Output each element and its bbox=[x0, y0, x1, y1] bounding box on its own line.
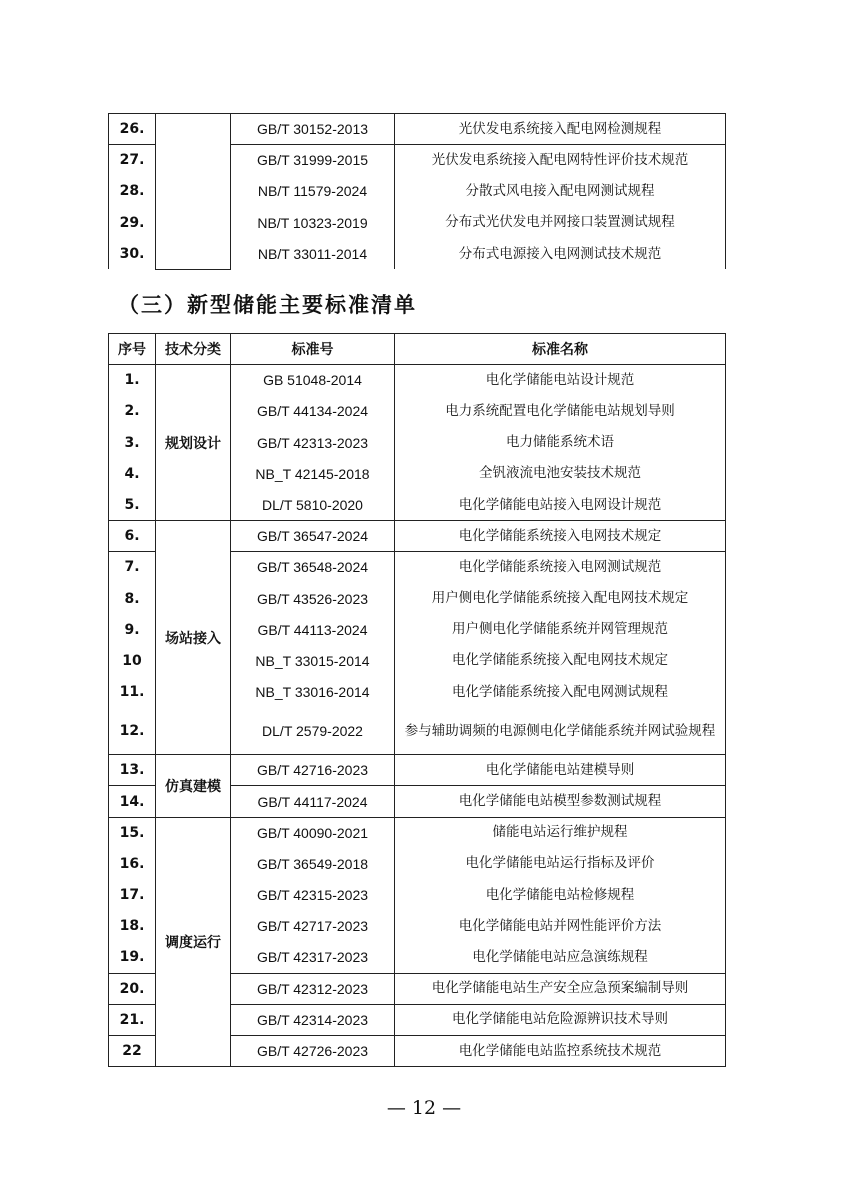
category-cell: 场站接入 bbox=[156, 521, 231, 755]
standard-code: NB_T 33016-2014 bbox=[231, 677, 395, 708]
top-standards-table bbox=[108, 113, 726, 270]
row-number: 11. bbox=[109, 677, 156, 708]
standard-name: 电化学储能电站模型参数测试规程 bbox=[395, 786, 726, 817]
standard-code: NB/T 10323-2019 bbox=[231, 207, 395, 238]
standard-name: 电化学储能系统接入配电网测试规程 bbox=[395, 677, 726, 708]
row-number: 19. bbox=[109, 942, 156, 973]
row-number: 26. bbox=[109, 114, 156, 145]
category-cell: 规划设计 bbox=[156, 365, 231, 521]
standard-code: GB/T 36549-2018 bbox=[231, 848, 395, 879]
category-cell: 调度运行 bbox=[156, 817, 231, 1067]
standard-code: GB 51048-2014 bbox=[231, 365, 395, 396]
standard-code: GB/T 44113-2024 bbox=[231, 614, 395, 645]
table-row bbox=[109, 114, 726, 145]
standard-name: 电化学储能电站建模导则 bbox=[395, 755, 726, 786]
table-header-row bbox=[109, 334, 726, 365]
standard-name: 分布式光伏发电并网接口装置测试规程 bbox=[395, 207, 726, 238]
header-number: 序号 bbox=[109, 334, 156, 365]
standard-name: 光伏发电系统接入配电网检测规程 bbox=[395, 114, 726, 145]
standard-code: GB/T 36547-2024 bbox=[231, 521, 395, 552]
row-number: 20. bbox=[109, 973, 156, 1004]
standard-code: GB/T 40090-2021 bbox=[231, 817, 395, 848]
table-row bbox=[109, 365, 726, 396]
row-number: 1. bbox=[109, 365, 156, 396]
standard-code: NB_T 33015-2014 bbox=[231, 645, 395, 676]
table-row bbox=[109, 817, 726, 848]
standard-code: GB/T 44134-2024 bbox=[231, 396, 395, 427]
standard-name: 参与辅助调频的电源侧电化学储能系统并网试验规程 bbox=[395, 708, 726, 755]
standard-code: DL/T 2579-2022 bbox=[231, 708, 395, 755]
page-number: — 12 — bbox=[386, 1097, 462, 1119]
standard-name: 全钒液流电池安装技术规范 bbox=[395, 458, 726, 489]
standard-code: GB/T 42313-2023 bbox=[231, 427, 395, 458]
row-number: 29. bbox=[109, 207, 156, 238]
standard-code: GB/T 42314-2023 bbox=[231, 1004, 395, 1035]
row-number: 10 bbox=[109, 645, 156, 676]
standard-name: 用户侧电化学储能系统并网管理规范 bbox=[395, 614, 726, 645]
standard-name: 分散式风电接入配电网测试规程 bbox=[395, 176, 726, 207]
standard-code: DL/T 5810-2020 bbox=[231, 489, 395, 520]
row-number: 6. bbox=[109, 521, 156, 552]
header-name: 标准名称 bbox=[395, 334, 726, 365]
standard-name: 电力储能系统术语 bbox=[395, 427, 726, 458]
standard-name: 分布式电源接入电网测试技术规范 bbox=[395, 238, 726, 269]
row-number: 21. bbox=[109, 1004, 156, 1035]
row-number: 8. bbox=[109, 583, 156, 614]
row-number: 4. bbox=[109, 458, 156, 489]
standard-code: NB_T 42145-2018 bbox=[231, 458, 395, 489]
table-row bbox=[109, 755, 726, 786]
standard-name: 电化学储能电站应急演练规程 bbox=[395, 942, 726, 973]
header-category: 技术分类 bbox=[156, 334, 231, 365]
standard-code: GB/T 42717-2023 bbox=[231, 911, 395, 942]
standard-name: 电化学储能电站检修规程 bbox=[395, 880, 726, 911]
standard-name: 储能电站运行维护规程 bbox=[395, 817, 726, 848]
standard-code: GB/T 42317-2023 bbox=[231, 942, 395, 973]
standard-name: 电化学储能系统接入配电网技术规定 bbox=[395, 645, 726, 676]
standard-code: NB/T 11579-2024 bbox=[231, 176, 395, 207]
row-number: 7. bbox=[109, 552, 156, 583]
section-heading: （三）新型储能主要标准清单 bbox=[118, 293, 417, 317]
standard-name: 电化学储能电站接入电网设计规范 bbox=[395, 489, 726, 520]
row-number: 3. bbox=[109, 427, 156, 458]
row-number: 18. bbox=[109, 911, 156, 942]
row-number: 13. bbox=[109, 755, 156, 786]
energy-storage-standards-table bbox=[108, 333, 726, 1067]
standard-name: 用户侧电化学储能系统接入配电网技术规定 bbox=[395, 583, 726, 614]
standard-name: 电化学储能系统接入电网测试规范 bbox=[395, 552, 726, 583]
standard-name: 电化学储能电站生产安全应急预案编制导则 bbox=[395, 973, 726, 1004]
row-number: 15. bbox=[109, 817, 156, 848]
row-number: 30. bbox=[109, 238, 156, 269]
row-number: 5. bbox=[109, 489, 156, 520]
row-number: 2. bbox=[109, 396, 156, 427]
row-number: 9. bbox=[109, 614, 156, 645]
row-number: 14. bbox=[109, 786, 156, 817]
standard-code: GB/T 43526-2023 bbox=[231, 583, 395, 614]
row-number: 17. bbox=[109, 880, 156, 911]
standard-code: GB/T 36548-2024 bbox=[231, 552, 395, 583]
category-cell: 仿真建模 bbox=[156, 755, 231, 817]
standard-code: NB/T 33011-2014 bbox=[231, 238, 395, 269]
row-number: 27. bbox=[109, 145, 156, 176]
standard-code: GB/T 42726-2023 bbox=[231, 1035, 395, 1066]
row-number: 12. bbox=[109, 708, 156, 755]
table-row bbox=[109, 521, 726, 552]
standard-code: GB/T 42315-2023 bbox=[231, 880, 395, 911]
standard-code: GB/T 44117-2024 bbox=[231, 786, 395, 817]
row-number: 16. bbox=[109, 848, 156, 879]
standard-name: 电化学储能电站危险源辨识技术导则 bbox=[395, 1004, 726, 1035]
standard-code: GB/T 30152-2013 bbox=[231, 114, 395, 145]
standard-name: 电化学储能电站设计规范 bbox=[395, 365, 726, 396]
standard-name: 电化学储能电站监控系统技术规范 bbox=[395, 1035, 726, 1066]
row-number: 22 bbox=[109, 1035, 156, 1066]
standard-code: GB/T 42716-2023 bbox=[231, 755, 395, 786]
row-number: 28. bbox=[109, 176, 156, 207]
category-cell-empty bbox=[156, 114, 231, 270]
standard-code: GB/T 42312-2023 bbox=[231, 973, 395, 1004]
standard-name: 电化学储能电站并网性能评价方法 bbox=[395, 911, 726, 942]
standard-name: 光伏发电系统接入配电网特性评价技术规范 bbox=[395, 145, 726, 176]
standard-name: 电化学储能电站运行指标及评价 bbox=[395, 848, 726, 879]
standard-name: 电化学储能系统接入电网技术规定 bbox=[395, 521, 726, 552]
standard-code: GB/T 31999-2015 bbox=[231, 145, 395, 176]
header-code: 标准号 bbox=[231, 334, 395, 365]
standard-name: 电力系统配置电化学储能电站规划导则 bbox=[395, 396, 726, 427]
